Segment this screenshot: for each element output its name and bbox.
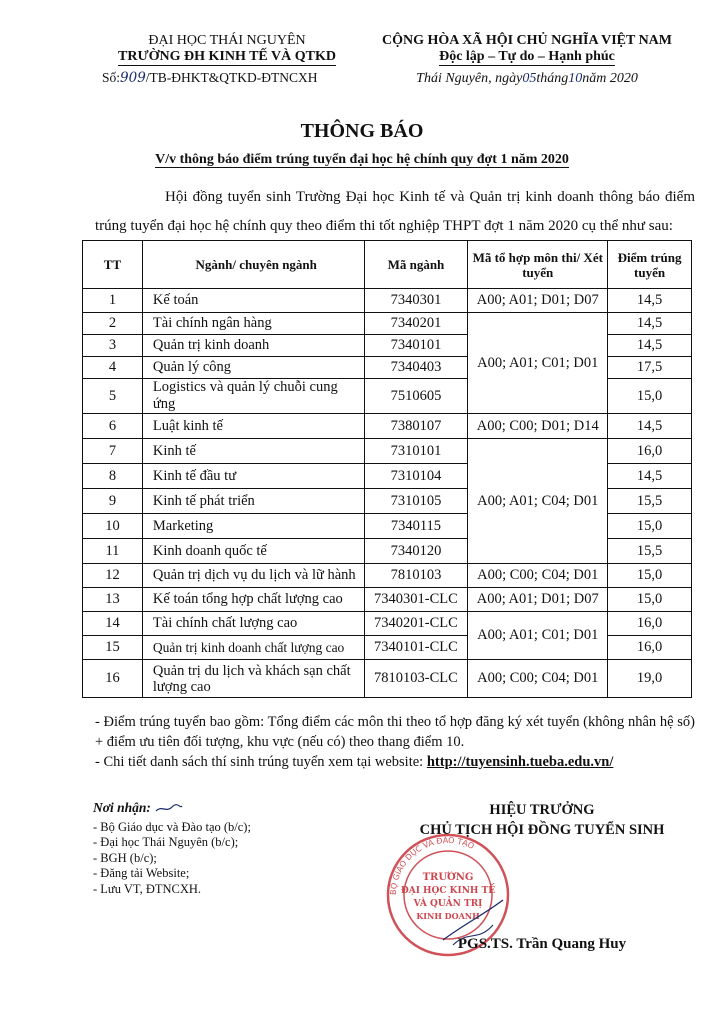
row-tt: 9 — [83, 489, 143, 514]
row-combo: A00; C00; D01; D14 — [468, 414, 608, 439]
table-row — [83, 660, 692, 698]
table-row — [83, 564, 692, 588]
row-score: 14,5 — [608, 313, 692, 335]
table-row — [83, 588, 692, 612]
row-score: 16,0 — [608, 439, 692, 464]
initial-scribble — [154, 803, 184, 815]
row-score: 15,5 — [608, 539, 692, 564]
row-major: Tài chính chất lượng cao — [142, 612, 364, 636]
row-score: 16,0 — [608, 636, 692, 660]
row-code: 7340101-CLC — [364, 636, 468, 660]
row-major: Logistics và quản lý chuỗi cung ứng — [142, 379, 364, 414]
document-subtitle: V/v thông báo điểm trúng tuyển đại học hệ chính quy đợt 1 năm 2020 — [155, 152, 569, 167]
recipient-item: - Bộ Giáo dục và Đào tạo (b/c); — [93, 819, 251, 834]
row-combo: A00; A01; C04; D01 — [468, 439, 608, 564]
row-major: Quản trị du lịch và khách sạn chất lượng cao — [142, 660, 364, 698]
row-tt: 6 — [83, 414, 143, 439]
notes-section — [95, 712, 695, 772]
recipients-label: Nơi nhận: — [93, 800, 383, 816]
stamp-line: VÀ QUẢN TRỊ — [413, 899, 483, 909]
row-major: Kinh doanh quốc tế — [142, 539, 364, 564]
row-major: Marketing — [142, 514, 364, 539]
recipients-block — [93, 800, 383, 897]
table-row — [83, 414, 692, 439]
row-code: 7310101 — [364, 439, 468, 464]
row-tt: 10 — [83, 514, 143, 539]
recipient-item: - BGH (b/c); — [93, 850, 157, 865]
row-major: Luật kinh tế — [142, 414, 364, 439]
row-tt: 14 — [83, 612, 143, 636]
col-header-tt: TT — [83, 241, 143, 289]
row-tt: 5 — [83, 379, 143, 414]
row-score: 16,0 — [608, 612, 692, 636]
document-number-handwritten: 909 — [120, 70, 146, 86]
row-tt: 8 — [83, 464, 143, 489]
col-header-score: Điểm trúng tuyển — [608, 241, 692, 289]
row-tt: 15 — [83, 636, 143, 660]
recipient-item: - Đại học Thái Nguyên (b/c); — [93, 835, 239, 849]
row-code: 7340101 — [364, 335, 468, 357]
table-row — [83, 313, 692, 335]
row-score: 15,0 — [608, 379, 692, 414]
row-code: 7340301 — [364, 289, 468, 313]
row-code: 7340120 — [364, 539, 468, 564]
row-combo: A00; C00; C04; D01 — [468, 660, 608, 698]
row-code: 7810103-CLC — [364, 660, 468, 698]
document-title: THÔNG BÁO — [300, 120, 424, 142]
national-header — [362, 33, 692, 87]
row-tt: 11 — [83, 539, 143, 564]
row-code: 7380107 — [364, 414, 468, 439]
stamp-line: KINH DOANH — [416, 911, 480, 921]
row-score: 15,0 — [608, 564, 692, 588]
row-score: 19,0 — [608, 660, 692, 698]
row-code: 7310104 — [364, 464, 468, 489]
table-row — [83, 289, 692, 313]
col-header-combo: Mã tổ hợp môn thi/ Xét tuyển — [468, 241, 608, 289]
row-score: 14,5 — [608, 335, 692, 357]
row-code: 7310105 — [364, 489, 468, 514]
row-major: Kinh tế đầu tư — [142, 464, 364, 489]
row-major: Quản trị kinh doanh chất lượng cao — [142, 636, 364, 660]
row-tt: 2 — [83, 313, 143, 335]
row-major: Quản trị kinh doanh — [142, 335, 364, 357]
table-row — [83, 612, 692, 636]
row-major: Kế toán tổng hợp chất lượng cao — [142, 588, 364, 612]
row-score: 17,5 — [608, 357, 692, 379]
issuer-block — [92, 33, 362, 86]
row-major: Quản trị dịch vụ du lịch và lữ hành — [142, 564, 364, 588]
issue-date: Thái Nguyên, ngày05tháng10năm 2020 — [416, 71, 638, 86]
row-code: 7340201-CLC — [364, 612, 468, 636]
note-score-composition: - Điểm trúng tuyển bao gồm: Tổng điểm các môn thi theo tổ hợp đăng ký xét tuyển (không nhân hệ số) + điểm ưu tiên đối tượng, khu vực (nếu có) theo thang điểm 10. — [95, 714, 695, 750]
document-number: Số:909/TB-ĐHKT&QTKD-ĐTNCXH — [102, 70, 318, 86]
row-score: 15,0 — [608, 514, 692, 539]
national-motto: Độc lập – Tự do – Hạnh phúc — [439, 49, 615, 64]
signer-title-2: CHỦ TỊCH HỘI ĐỒNG TUYỂN SINH — [419, 822, 665, 838]
row-tt: 16 — [83, 660, 143, 698]
row-code: 7510605 — [364, 379, 468, 414]
row-tt: 12 — [83, 564, 143, 588]
recipient-item: - Đăng tải Website; — [93, 866, 190, 880]
table-row — [83, 439, 692, 464]
row-major: Tài chính ngân hàng — [142, 313, 364, 335]
recipient-item: - Lưu VT, ĐTNCXH. — [93, 881, 202, 896]
website-link[interactable]: http://tuyensinh.tueba.edu.vn/ — [426, 754, 614, 770]
row-code: 7340403 — [364, 357, 468, 379]
row-combo: A00; A01; D01; D07 — [468, 588, 608, 612]
row-score: 14,5 — [608, 289, 692, 313]
row-combo: A00; A01; C01; D01 — [468, 313, 608, 414]
row-code: 7340301-CLC — [364, 588, 468, 612]
stamp-line: TRƯỜNG — [422, 872, 474, 883]
row-combo: A00; A01; D01; D07 — [468, 289, 608, 313]
admission-scores-table — [82, 240, 692, 698]
stamp-line: ĐẠI HỌC KINH TẾ — [400, 886, 496, 896]
row-tt: 13 — [83, 588, 143, 612]
row-tt: 3 — [83, 335, 143, 357]
country-name: CỘNG HÒA XÃ HỘI CHỦ NGHĨA VIỆT NAM — [381, 33, 672, 48]
note-website: - Chi tiết danh sách thí sinh trúng tuyển xem tại website: http://tuyensinh.tueba.edu.vn/ — [95, 754, 614, 770]
row-combo: A00; A01; C01; D01 — [468, 612, 608, 660]
row-tt: 1 — [83, 289, 143, 313]
intro-paragraph: Hội đồng tuyển sinh Trường Đại học Kinh tế và Quản trị kinh doanh thông báo điểm trúng tuyển đại học hệ chính quy theo điểm thi tốt nghiệp THPT đợt 1 năm 2020 cụ thể như sau: — [95, 189, 695, 234]
row-code: 7810103 — [364, 564, 468, 588]
row-major: Kinh tế phát triển — [142, 489, 364, 514]
row-tt: 4 — [83, 357, 143, 379]
row-major: Kế toán — [142, 289, 364, 313]
row-score: 15,0 — [608, 588, 692, 612]
row-combo: A00; C00; C04; D01 — [468, 564, 608, 588]
stamp-ring-text: BỘ GIÁO DỤC VÀ ĐÀO TẠO — [388, 835, 476, 896]
row-code: 7340115 — [364, 514, 468, 539]
row-major: Kinh tế — [142, 439, 364, 464]
signer-title-1: HIỆU TRƯỞNG — [489, 802, 595, 818]
row-score: 14,5 — [608, 414, 692, 439]
issuer-org-name: TRƯỜNG ĐH KINH TẾ VÀ QTKD — [118, 49, 336, 64]
row-score: 14,5 — [608, 464, 692, 489]
row-major: Quản lý công — [142, 357, 364, 379]
row-code: 7340201 — [364, 313, 468, 335]
issuer-parent-org: ĐẠI HỌC THÁI NGUYÊN — [148, 33, 306, 48]
signer-name: PGS.TS. Trần Quang Huy — [457, 936, 627, 952]
table-header-row — [83, 241, 692, 289]
row-score: 15,5 — [608, 489, 692, 514]
row-tt: 7 — [83, 439, 143, 464]
col-header-major: Ngành/ chuyên ngành — [142, 241, 364, 289]
col-header-code: Mã ngành — [364, 241, 468, 289]
